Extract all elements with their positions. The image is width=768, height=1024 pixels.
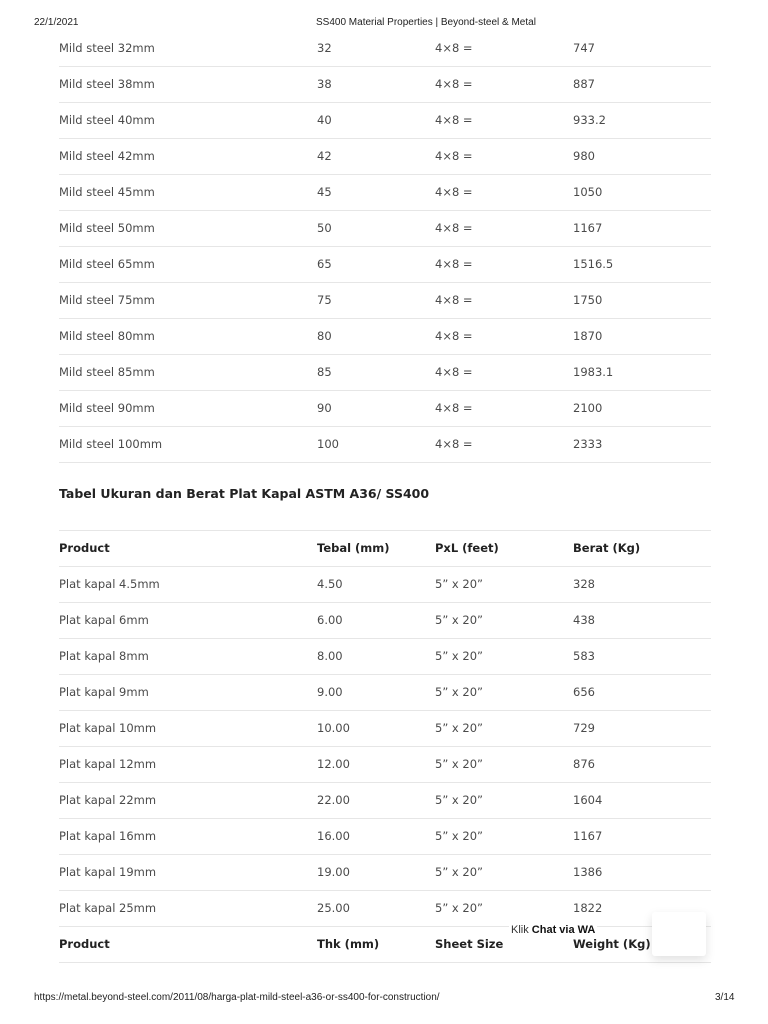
cell-weight: 887 (573, 77, 595, 91)
cell-thickness: 16.00 (317, 829, 350, 843)
table-row (59, 67, 711, 103)
header-tebal: Tebal (mm) (317, 541, 390, 555)
cell-thickness: 38 (317, 77, 332, 91)
cell-weight: 747 (573, 41, 595, 55)
cell-weight: 1516.5 (573, 257, 614, 271)
cell-product: Plat kapal 22mm (59, 793, 157, 807)
cell-product: Plat kapal 19mm (59, 865, 157, 879)
footer-header-weight: Weight (Kg) (573, 937, 651, 951)
table-row (59, 603, 711, 639)
cell-thickness: 25.00 (317, 901, 350, 915)
cell-size: 4×8 = (435, 41, 473, 55)
cell-size: 5” x 20” (435, 577, 483, 591)
footer-header-sheet-size: Sheet Size (435, 937, 504, 951)
cell-size: 4×8 = (435, 149, 473, 163)
cell-product: Plat kapal 10mm (59, 721, 157, 735)
wa-label: Chat via WA (531, 924, 596, 936)
header-berat: Berat (Kg) (573, 541, 641, 555)
cell-size: 4×8 = (435, 293, 473, 307)
cell-size: 5” x 20” (435, 649, 483, 663)
cell-thickness: 32 (317, 41, 332, 55)
cell-weight: 1983.1 (573, 365, 614, 379)
cell-weight: 1604 (573, 793, 603, 807)
table-row (59, 175, 711, 211)
cell-size: 4×8 = (435, 113, 473, 127)
cell-size: 5” x 20” (435, 865, 483, 879)
cell-product: Mild steel 100mm (59, 437, 163, 451)
cell-size: 5” x 20” (435, 721, 483, 735)
cell-product: Mild steel 65mm (59, 257, 155, 271)
cell-size: 4×8 = (435, 329, 473, 343)
header-product: Product (59, 541, 110, 555)
cell-weight: 729 (573, 721, 595, 735)
table-row (59, 427, 711, 463)
table-row (59, 747, 711, 783)
table-row (59, 567, 711, 603)
plat-kapal-table (59, 530, 711, 963)
cell-weight: 933.2 (573, 113, 606, 127)
cell-product: Plat kapal 25mm (59, 901, 157, 915)
cell-thickness: 42 (317, 149, 332, 163)
cell-weight: 1750 (573, 293, 603, 307)
header-pxl: PxL (feet) (435, 541, 499, 555)
cell-size: 5” x 20” (435, 793, 483, 807)
cell-thickness: 22.00 (317, 793, 350, 807)
cell-product: Mild steel 75mm (59, 293, 155, 307)
cell-weight: 438 (573, 613, 595, 627)
cell-size: 4×8 = (435, 185, 473, 199)
print-header (0, 17, 768, 31)
cell-size: 5” x 20” (435, 757, 483, 771)
cell-weight: 656 (573, 685, 595, 699)
cell-product: Plat kapal 6mm (59, 613, 149, 627)
whatsapp-chat-widget[interactable] (500, 902, 710, 954)
table-row (59, 819, 711, 855)
wa-chat-button[interactable] (652, 912, 706, 956)
cell-size: 4×8 = (435, 257, 473, 271)
cell-weight: 1822 (573, 901, 603, 915)
cell-thickness: 40 (317, 113, 332, 127)
cell-weight: 1870 (573, 329, 603, 343)
table-row (59, 247, 711, 283)
wa-prefix: Klik (511, 924, 529, 936)
cell-size: 5” x 20” (435, 901, 483, 915)
cell-product: Mild steel 38mm (59, 77, 155, 91)
table-row (59, 103, 711, 139)
cell-size: 4×8 = (435, 221, 473, 235)
cell-weight: 2100 (573, 401, 603, 415)
cell-thickness: 19.00 (317, 865, 350, 879)
cell-weight: 1167 (573, 829, 603, 843)
cell-weight: 328 (573, 577, 595, 591)
cell-thickness: 100 (317, 437, 339, 451)
table-row (59, 711, 711, 747)
cell-thickness: 9.00 (317, 685, 343, 699)
cell-weight: 583 (573, 649, 595, 663)
cell-weight: 876 (573, 757, 595, 771)
cell-product: Mild steel 42mm (59, 149, 155, 163)
wa-chat-text[interactable] (509, 924, 597, 936)
cell-size: 4×8 = (435, 401, 473, 415)
mild-steel-table (59, 31, 711, 463)
cell-thickness: 85 (317, 365, 332, 379)
table-row (59, 31, 711, 67)
cell-product: Plat kapal 16mm (59, 829, 157, 843)
cell-thickness: 4.50 (317, 577, 343, 591)
footer-header-thk: Thk (mm) (317, 937, 380, 951)
cell-product: Mild steel 85mm (59, 365, 155, 379)
cell-product: Mild steel 50mm (59, 221, 155, 235)
section-title: Tabel Ukuran dan Berat Plat Kapal ASTM A36/ SS400 (59, 486, 430, 501)
table-row (59, 675, 711, 711)
cell-weight: 1050 (573, 185, 603, 199)
table-row (59, 319, 711, 355)
print-date: 22/1/2021 (34, 17, 79, 28)
cell-product: Plat kapal 12mm (59, 757, 157, 771)
cell-product: Mild steel 90mm (59, 401, 155, 415)
table-row (59, 283, 711, 319)
print-url: https://metal.beyond-steel.com/2011/08/harga-plat-mild-steel-a36-or-ss400-for-construction/ (34, 992, 440, 1003)
table-row (59, 211, 711, 247)
cell-size: 5” x 20” (435, 829, 483, 843)
cell-size: 4×8 = (435, 437, 473, 451)
cell-thickness: 10.00 (317, 721, 350, 735)
cell-thickness: 80 (317, 329, 332, 343)
table-header-row (59, 530, 711, 567)
cell-size: 4×8 = (435, 365, 473, 379)
table-row (59, 139, 711, 175)
table-row (59, 783, 711, 819)
cell-product: Mild steel 40mm (59, 113, 155, 127)
print-footer (0, 992, 768, 1006)
cell-product: Mild steel 32mm (59, 41, 155, 55)
table-row (59, 391, 711, 427)
cell-weight: 2333 (573, 437, 603, 451)
cell-thickness: 8.00 (317, 649, 343, 663)
cell-thickness: 90 (317, 401, 332, 415)
footer-header-product: Product (59, 937, 110, 951)
cell-weight: 1167 (573, 221, 603, 235)
cell-thickness: 65 (317, 257, 332, 271)
print-page-title: SS400 Material Properties | Beyond-steel & Metal (316, 17, 536, 28)
cell-thickness: 6.00 (317, 613, 343, 627)
cell-thickness: 75 (317, 293, 332, 307)
print-page-number: 3/14 (715, 992, 735, 1003)
cell-size: 4×8 = (435, 77, 473, 91)
cell-size: 5” x 20” (435, 685, 483, 699)
cell-product: Plat kapal 9mm (59, 685, 149, 699)
cell-thickness: 45 (317, 185, 332, 199)
cell-size: 5” x 20” (435, 613, 483, 627)
cell-weight: 980 (573, 149, 595, 163)
table-row (59, 355, 711, 391)
cell-product: Mild steel 80mm (59, 329, 155, 343)
cell-product: Plat kapal 4.5mm (59, 577, 160, 591)
table-row (59, 855, 711, 891)
table-row (59, 639, 711, 675)
cell-product: Mild steel 45mm (59, 185, 155, 199)
cell-thickness: 50 (317, 221, 332, 235)
cell-weight: 1386 (573, 865, 603, 879)
cell-product: Plat kapal 8mm (59, 649, 149, 663)
cell-thickness: 12.00 (317, 757, 350, 771)
